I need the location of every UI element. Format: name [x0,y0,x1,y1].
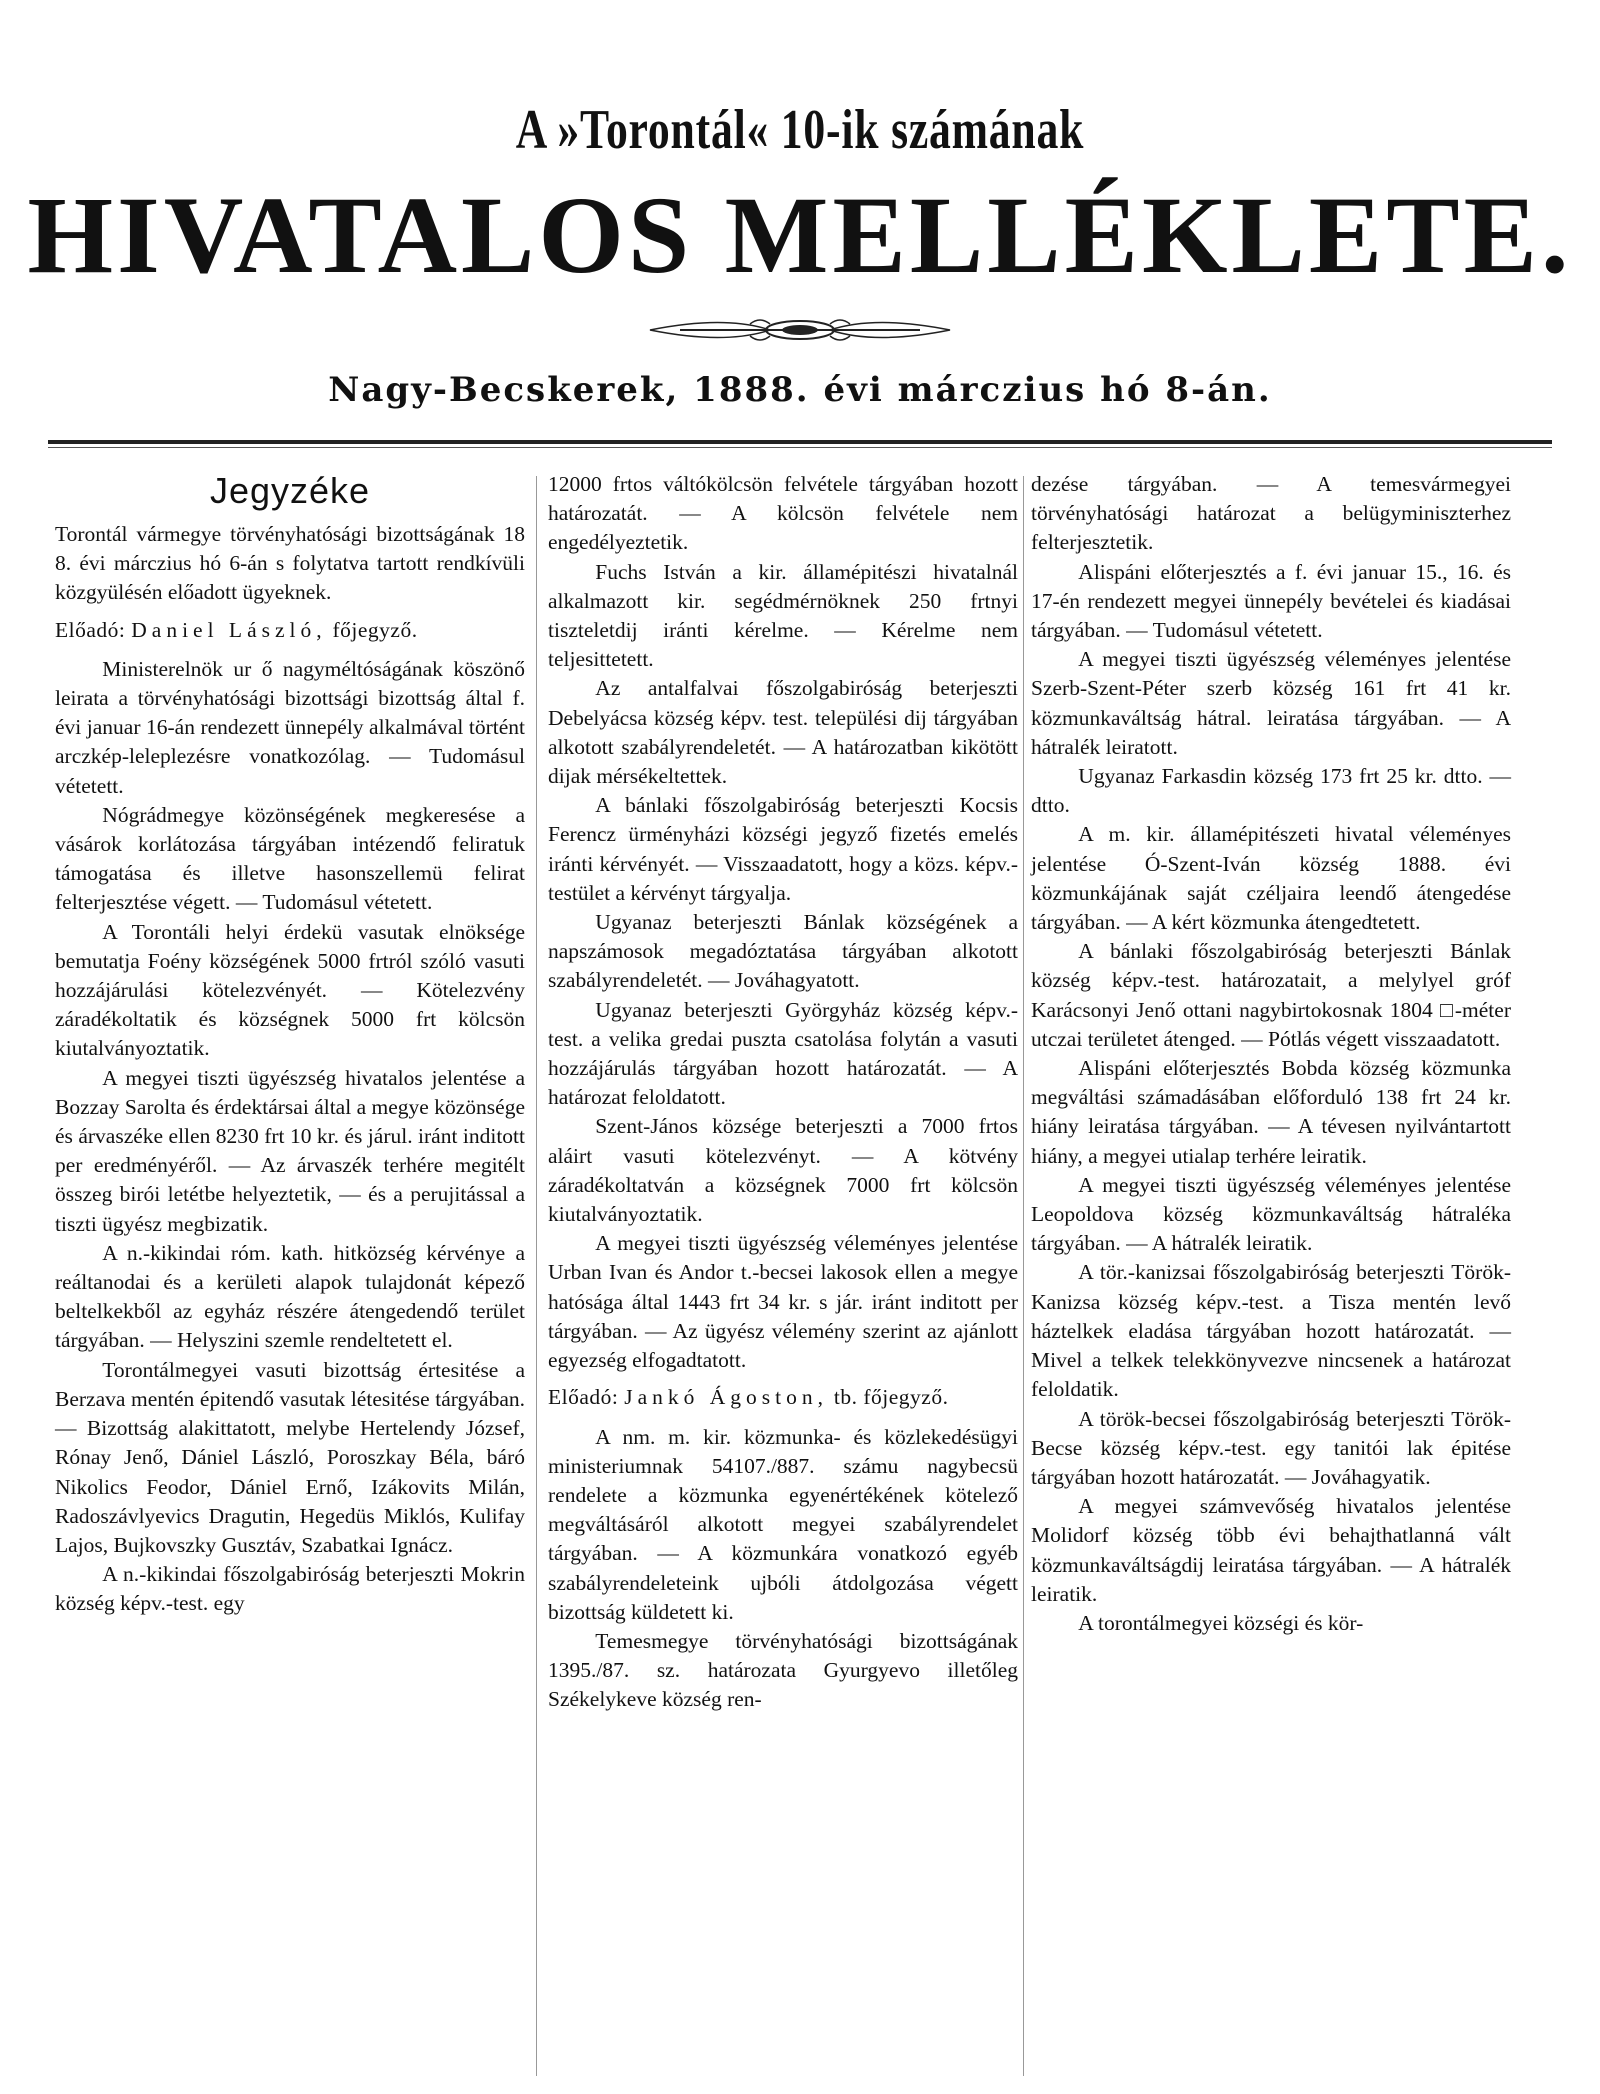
item-paragraph: A nm. m. kir. közmunka- és közlekedésügyi ministeriumnak 54107./887. számu nagybecsü rendelete a közmunka egyenértékének kötelező megváltásáról alkotott megyei szabályrendelet tárgyában. — A közmunkára vonatkozó egyéb szabályrendeleteink ujbóli átdolgozása végett bizottság küldetett ki. [548,1424,1018,1624]
item-paragraph: Ministerelnök ur ő nagyméltóságának köszönő leirata a törvényhatósági bizottsági bizottság által f. évi januar 16-án rendezett ünnepély alkalmával történt arczkép-leleplezésre vonatkozólag. — Tudomásul vétetett. [55,656,525,798]
intro-paragraph: Torontál vármegye törvényhatósági bizottságának 18 8. évi márczius hó 6-án s folytatva tartott rendkívüli közgyülésén előadott ügyeknek. [55,522,525,605]
item-paragraph: A n.-kikindai főszolgabiróság beterjeszti Mokrin község képv.-test. egy [55,1562,525,1616]
speaker-title: tb. főjegyző. [833,1385,949,1410]
item-paragraph: A bánlaki főszolgabiróság beterjeszti Kocsis Ferencz ürményházi községi jegyző fizetés emelés iránti kérvényét. — Visszaadatott, hogy a közs. képv.-testület a kérvényt tárgyalja. [548,793,1018,905]
column-divider [536,476,537,2076]
speaker-title: főjegyző. [332,617,418,642]
item-paragraph: dezése tárgyában. — A temesvármegyei törvényhatósági határozat a belügyminiszterhez felterjesztetik. [1031,472,1511,555]
item-paragraph: A n.-kikindai róm. kath. hitközség kérvénye a reáltanodai és a kerületi alapok tulajdonát képező beltelkekből az egyház részére átengedendő terület tárgyában. — Helyszini szemle rendeltetett el. [55,1240,525,1353]
item-paragraph: A Torontáli helyi érdekü vasutak elnöksége bemutatja Foény községének 5000 frtról szóló vasuti hozzájárulási kötelezvényét. — Kötelezvény záradékoltatik és községnek 5000 frt kölcsön kiutalványoztatik. [55,919,525,1061]
item-paragraph: Temesmegye törvényhatósági bizottságának 1395./87. sz. határozata Gyurgyevo illetőleg Székelykeve község ren- [548,1628,1018,1712]
item-paragraph: Ugyanaz beterjeszti Györgyház község képv.-test. a velika gredai puszta csatolása folytán a vasuti hozzájárulás tárgyában hozott határozatát. — A határozat feloldatott. [548,997,1018,1110]
dateline: Nagy-Becskerek, 1888. évi márczius hó 8-án. [328,370,1272,410]
speaker-name: Jankó Ágoston, [624,1385,829,1410]
item-paragraph: Fuchs István a kir. államépitészi hivatalnál alkalmazott kir. segédmérnöknek 250 frtnyi tiszteletdij iránti kérelme. — Kérelme nem teljesittetett. [548,559,1018,672]
column-3 [1031,470,1511,1638]
supplement-pretitle: A »Torontál« 10-ik számának [515,99,1085,161]
item-paragraph: A bánlaki főszolgabiróság beterjeszti Bánlak község képv.-test. határozatait, a melylyel gróf Karácsonyi Jenő ottani nagybirtokosnak 1804 □-méter utczai területet átenged. — Pótlás végett visszaadatott. [1031,939,1511,1051]
item-paragraph: A torontálmegyei községi és kör- [1078,1610,1364,1635]
item-paragraph: A m. kir. államépitészeti hivatal véleményes jelentése Ó-Szent-Iván község 1888. évi közmunkájának saját czéljaira leendő átengedése tárgyában. — A kért közmunka átengedtetett. [1031,822,1511,935]
speaker-line [548,1383,1018,1412]
item-paragraph: Ugyanaz Farkasdin község 173 frt 25 kr. dtto. — dtto. [1031,764,1511,818]
column-1 [55,470,525,1619]
item-paragraph: Az antalfalvai főszolgabiróság beterjeszti Debelyácsa község képv. test. települési dij tárgyában alkotott szabályrendeletét. — A határozatban kikötött dijak mérsékeltettek. [548,676,1018,789]
speaker-name: Daniel László, [131,617,327,642]
speaker-line [55,616,525,645]
item-paragraph: Alispáni előterjesztés a f. évi januar 15., 16. és 17-én rendezett megyei ünnepély bevételei és kiadásai tárgyában. — Tudomásul vétetett. [1031,559,1511,643]
column-divider [1023,476,1024,2076]
item-paragraph: A tör.-kanizsai főszolgabiróság beterjeszti Török-Kanizsa község képv.-test. a Tisza mentén levő háztelkek eladása tárgyában hozott határozatát. — Mivel a telkek telekkönyvezve nincsenek a határozat feloldatik. [1031,1260,1511,1402]
header-rule [48,440,1552,444]
list-heading: Jegyzéke [209,470,371,511]
item-paragraph: A megyei számvevőség hivatalos jelentése Molidorf község több évi behajthatlanná vált közmunkaváltságdij leiratása tárgyában. — A hátralék leiratik. [1031,1494,1511,1606]
ornament-divider-icon [640,312,960,348]
item-paragraph: Torontálmegyei vasuti bizottság értesitése a Berzava mentén épitendő vasutak létesitése tárgyában. — Bizottság alakittatott, melybe Hertelendy József, Rónay Jenő, Dániel László, Poroszkay Béla, báró Nikolics Feodor, Dániel Ernő, Izákovits Milán, Radoszávlyevics Dragutin, Hegedüs Miklós, Kulifay Lajos, Bujkovszky Gusztáv, Szabatkai Ignácz. [55,1357,525,1557]
item-paragraph: Ugyanaz beterjeszti Bánlak községének a napszámosok megadóztatása tárgyában alkotott szabályrendeletét. — Jováhagyatott. [548,910,1018,993]
header-rule-thin [48,447,1552,448]
item-paragraph: A török-becsei főszolgabiróság beterjeszti Török-Becse község képv.-test. egy tanitói lak épitése tárgyában hozott határozatát. — Jováhagyatik. [1031,1406,1511,1489]
item-paragraph: Szent-János községe beterjeszti a 7000 frtos aláirt vasuti kötelezvényt. — A kötvény záradékoltatván a községnek 7000 frt kölcsön kiutalványoztatik. [548,1114,1018,1227]
speaker-prefix: Előadó: [548,1385,619,1410]
item-paragraph: 12000 frtos váltókölcsön felvétele tárgyában hozott határozatát. — A kölcsön felvétele nem engedélyeztetik. [548,472,1018,555]
item-paragraph: A megyei tiszti ügyészség hivatalos jelentése a Bozzay Sarolta és érdektársai által a megye közönsége és árvaszéke ellen 8230 frt 10 kr. és járul. iránt inditott per eredményéről. — Az árvaszék terhére megitélt összeg birói letétbe helyeztetik, — és a perujitással a tiszti ügyész megbizatik. [55,1065,525,1236]
item-paragraph: A megyei tiszti ügyészség véleményes jelentése Szerb-Szent-Péter szerb község 161 frt 41 kr. közmunkaváltság hátral. leiratása tárgyában. — A hátralék leiratott. [1031,647,1511,759]
item-paragraph: Alispáni előterjesztés Bobda község közmunka megváltási számadásában előforduló 138 frt 24 kr. hiány leiratása tárgyában. — A tévesen nyilvántartott hiány, a megyei utialap terhére leiratik. [1031,1056,1511,1168]
item-paragraph: A megyei tiszti ügyészség véleményes jelentése Leopoldova község közmunkaváltság hátraléka tárgyában. — A hátralék leiratik. [1031,1172,1511,1256]
masthead-title: HIVATALOS MELLÉKLETE. [27,174,1573,296]
item-paragraph: A megyei tiszti ügyészség véleményes jelentése Urban Ivan és Andor t.-becsei lakosok ellen a megye hatósága által 1443 frt 34 kr. s jár. iránt inditott per tárgyában. — Az ügyész vélemény szerint az ajánlott egyezség elfogadtatott. [548,1231,1018,1373]
item-paragraph: Nógrádmegye közönségének megkeresése a vásárok korlátozása tárgyában intézendő feliratuk támogatása és illetve hasonszellemü felirat felterjesztése végett. — Tudomásul vétetett. [55,802,525,915]
column-2 [548,470,1018,1715]
speaker-prefix: Előadó: [55,617,126,642]
